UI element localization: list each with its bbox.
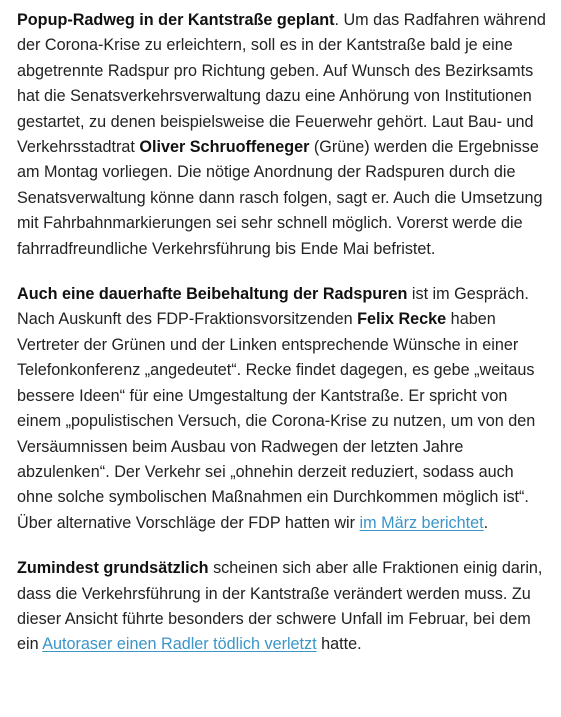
paragraph-text: (Grüne) werden die Ergebnisse am Montag vorliegen. Die nötige Anordnung der Radspuren durch die Senatsverwaltung könne dann rasch folgen, sagt er. Auch die Umsetzung mit Fahrbahnmarkierungen sei sehr schnell möglich. Vorerst werde die fahrradfreundliche Verkehrsführung bis Ende Mai befristet.	[17, 138, 543, 258]
paragraph-headline-bold: Auch eine dauerhafte Beibehaltung der Radspuren	[17, 285, 408, 304]
link-im-maerz-berichtet[interactable]: im März berichtet	[359, 513, 484, 532]
paragraph-text: scheinen sich aber alle Fraktionen einig darin, dass die Verkehrsführung in der Kantstraße verändert werden muss. Zu dieser Ansicht führte besonders der schwere Unfall im Februar, bei dem ein	[17, 559, 543, 654]
paragraph-zumindest-grundsaetzlich	[17, 556, 553, 658]
paragraph-popup-radweg	[17, 8, 553, 262]
paragraph-headline-bold: Zumindest grundsätzlich	[17, 559, 209, 578]
link-autoraser-radler[interactable]: Autoraser einen Radler tödlich verletzt	[42, 635, 317, 654]
paragraph-text: hatte.	[316, 635, 362, 654]
paragraph-text: ist im Gespräch. Nach Auskunft des FDP-Fraktionsvorsitzenden	[17, 285, 529, 329]
paragraph-text: .	[483, 513, 489, 532]
paragraph-text: haben Vertreter der Grünen und der Linken entsprechende Wünsche in einer Telefonkonferenz „angedeutet“. Recke findet dagegen, es gebe „weitaus bessere Ideen“ für eine Umgestaltung der Kantstraße. Er spricht von einem „populistischen Versuch, die Corona-Krise zu nutzen, um von den Versäumnissen beim Ausbau von Radwegen der letzten Jahre abzulenken“. Der Verkehr sei „ohnehin derzeit reduziert, sodass auch ohne solche symbolischen Maßnahmen ein Durchkommen möglich ist“. Über alternative Vorschläge der FDP hatten wir	[17, 310, 536, 532]
person-name-bold: Felix Recke	[357, 310, 447, 329]
paragraph-text: . Um das Radfahren während der Corona-Krise zu erleichtern, soll es in der Kantstraße bald je eine abgetrennte Radspur pro Richtung geben. Auf Wunsch des Bezirksamts hat die Senatsverkehrsverwaltung dazu eine Anhörung von Institutionen gestartet, zu denen beispielsweise die Feuerwehr gehört. Laut Bau- und Verkehrsstadtrat	[17, 11, 546, 157]
person-name-bold: Oliver Schruoffeneger	[139, 138, 310, 157]
paragraph-headline-bold: Popup-Radweg in der Kantstraße geplant	[17, 11, 335, 29]
paragraph-dauerhafte-beibehaltung	[17, 282, 553, 536]
